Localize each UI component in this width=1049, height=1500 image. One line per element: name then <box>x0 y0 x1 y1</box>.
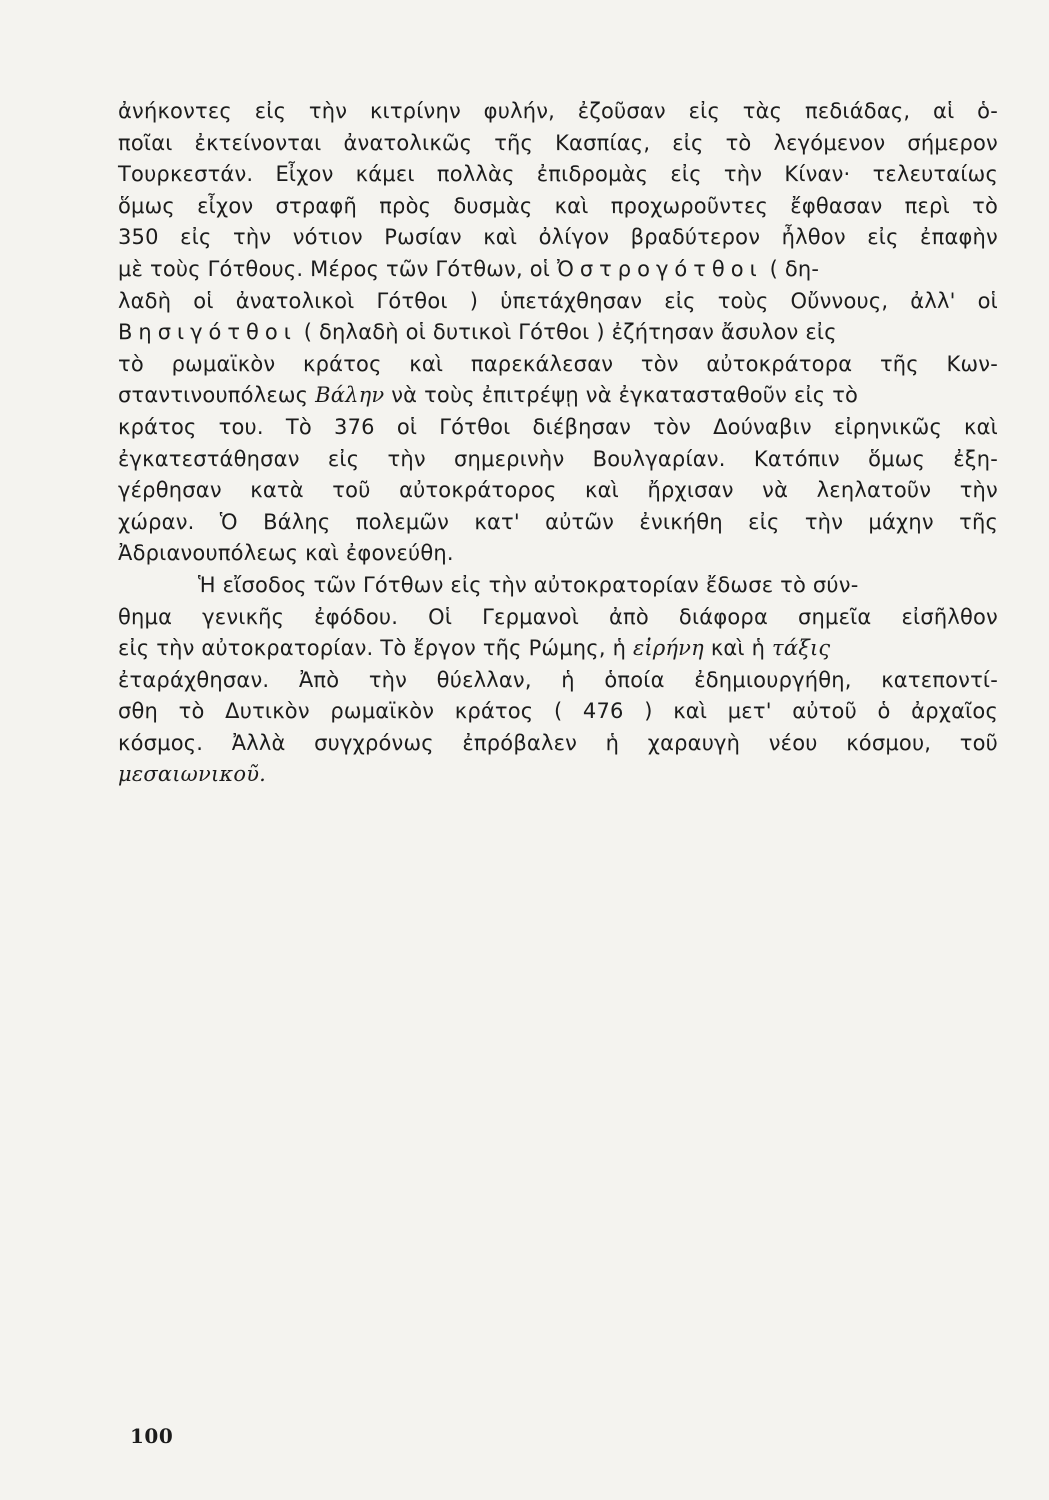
text-line: εἰς τὴν αὐτοκρατορίαν. Τὸ ἔργον τῆς Ρώμης, ἡ εἰρήνη καὶ ἡ τάξις <box>118 636 831 661</box>
eirene-term: εἰρήνη <box>632 636 704 661</box>
text-line: Βησιγότθοι ( δηλαδὴ οἱ δυτικοὶ Γότθοι ) ἐζήτησαν ἄσυλον εἰς <box>118 320 837 345</box>
body-text <box>118 96 998 791</box>
medieval-term: μεσαιωνικοῦ. <box>118 762 267 787</box>
text-line: Ἀδριανουπόλεως καὶ ἐφονεύθη. <box>118 541 454 566</box>
text-line <box>118 759 998 791</box>
text-line: 350 εἰς τὴν νότιον Ρωσίαν καὶ ὀλίγον βραδύτερον ἦλθον εἰς ἐπαφὴν <box>118 225 998 250</box>
text-line: ἀνήκοντες εἰς τὴν κιτρίνην φυλήν, ἐζοῦσαν εἰς τὰς πεδιάδας, αἱ ὁ- <box>118 99 998 123</box>
text-line: ἐγκατεστάθησαν εἰς τὴν σημερινὴν Βουλγαρίαν. Κατόπιν ὅμως ἐξη- <box>118 446 998 471</box>
text-line: σταντινουπόλεως Βάλην νὰ τοὺς ἐπιτρέψῃ νὰ ἐγκατασταθοῦν εἰς τὸ <box>118 383 859 408</box>
text-line: τὸ ρωμαϊκὸν κράτος καὶ παρεκάλεσαν τὸν αὐτοκράτορα τῆς Κων- <box>118 351 998 376</box>
text-line: Τουρκεστάν. Εἶχον κάμει πολλὰς ἐπιδρομὰς εἰς τὴν Κίναν· τελευταίως <box>118 162 998 187</box>
text-line: ἐταράχθησαν. Ἀπὸ τὴν θύελλαν, ἡ ὁποία ἐδημιουργήθη, κατεποντί- <box>118 667 998 692</box>
ostrogoths-term: Ὀστρογότθοι <box>556 256 763 281</box>
text-line: κόσμος. Ἀλλὰ συγχρόνως ἐπρόβαλεν ἡ χαραυγὴ νέου κόσμου, τοῦ <box>118 730 998 755</box>
text-line: ποῖαι ἐκτείνονται ἀνατολικῶς τῆς Κασπίας, εἰς τὸ λεγόμενον σήμερον <box>118 130 998 155</box>
text-line: θημα γενικῆς ἐφόδου. Οἱ Γερμανοὶ ἀπὸ διάφορα σημεῖα εἰσῆλθον <box>118 604 998 629</box>
text-line: κράτος του. Τὸ 376 οἱ Γότθοι διέβησαν τὸν Δούναβιν εἰρηνικῶς καὶ <box>118 414 998 439</box>
text-line: ὅμως εἶχον στραφῆ πρὸς δυσμὰς καὶ προχωροῦντες ἔφθασαν περὶ τὸ <box>118 193 998 218</box>
visigoths-term: Βησιγότθοι <box>118 320 297 345</box>
text-line: χώραν. Ὁ Βάλης πολεμῶν κατ' αὐτῶν ἐνικήθη εἰς τὴν μάχην τῆς <box>118 509 998 534</box>
taxis-term: τάξις <box>772 636 831 661</box>
text-line: γέρθησαν κατὰ τοῦ αὐτοκράτορος καὶ ἤρχισαν νὰ λεηλατοῦν τὴν <box>118 478 998 503</box>
text-line: λαδὴ οἱ ἀνατολικοὶ Γότθοι ) ὑπετάχθησαν εἰς τοὺς Οὔννους, ἀλλ' οἱ <box>118 288 998 313</box>
text-line: Ἡ εἴσοδος τῶν Γότθων εἰς τὴν αὐτοκρατορίαν ἔδωσε τὸ σύν- <box>198 572 859 597</box>
valens-term: Βάλην <box>315 383 385 408</box>
text-line: μὲ τοὺς Γότθους. Μέρος τῶν Γότθων, οἱ Ὀστρογότθοι ( δη- <box>118 256 820 281</box>
page-number: 100 <box>130 1424 174 1448</box>
text-line: σθη τὸ Δυτικὸν ρωμαϊκὸν κράτος ( 476 ) καὶ μετ' αὐτοῦ ὁ ἀρχαῖος <box>118 699 998 724</box>
